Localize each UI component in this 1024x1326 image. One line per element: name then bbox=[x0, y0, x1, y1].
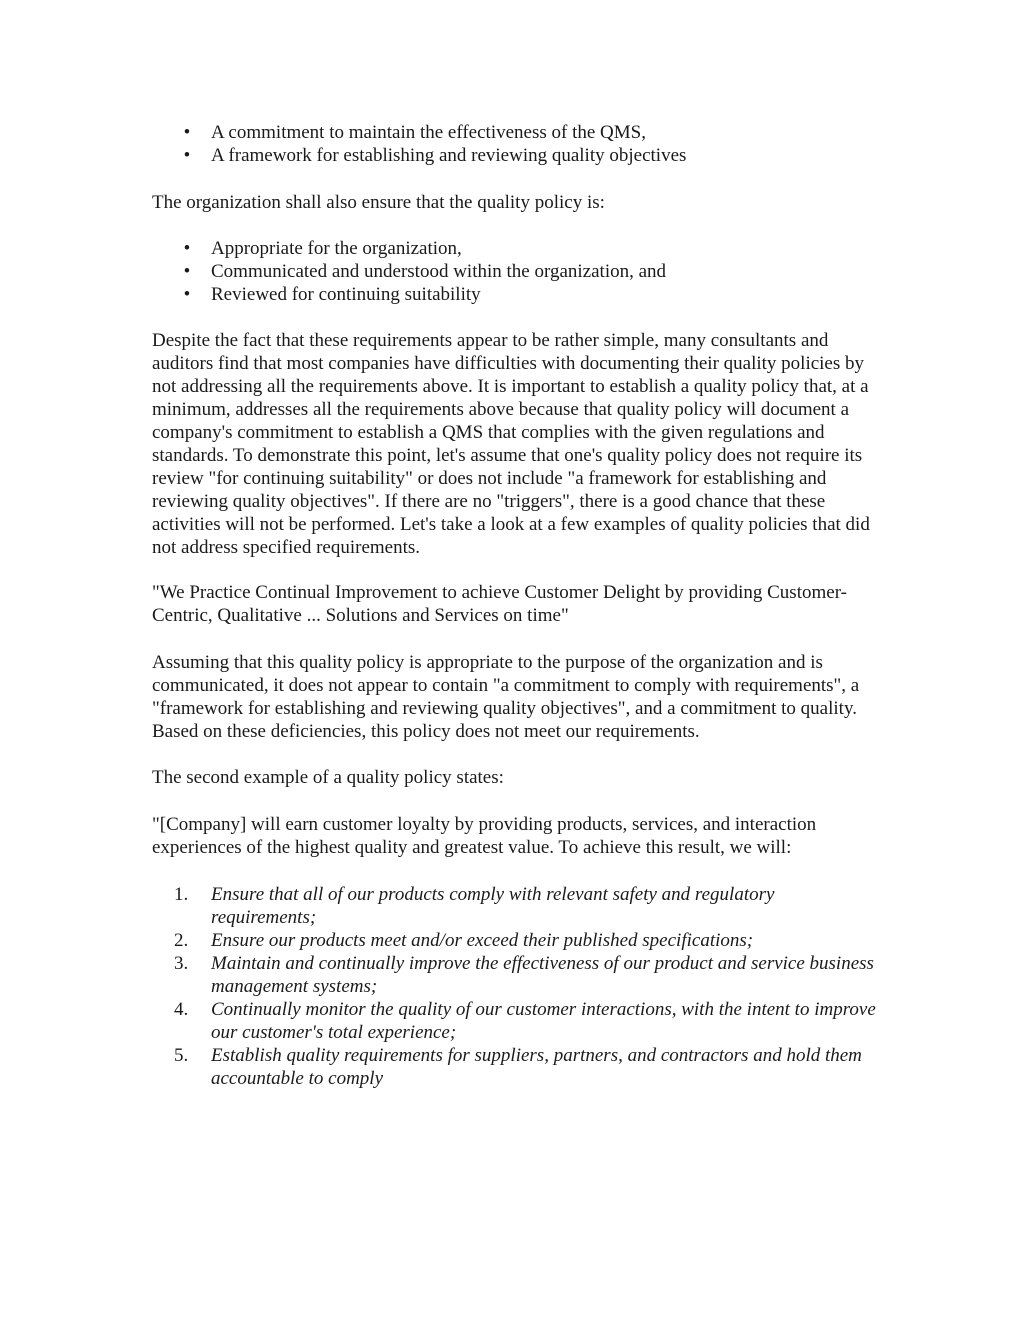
list-item-text: Reviewed for continuing suitability bbox=[211, 284, 481, 305]
list-item bbox=[152, 929, 882, 952]
bullet-list-policy-qualities bbox=[152, 237, 882, 306]
numbered-list-commitments bbox=[152, 883, 882, 1090]
list-item-text: A framework for establishing and reviewing quality objectives bbox=[211, 145, 687, 166]
list-item-text: Maintain and continually improve the effectiveness of our product and service business management systems; bbox=[211, 953, 874, 997]
list-item bbox=[152, 144, 882, 167]
bullet-icon: • bbox=[183, 238, 191, 259]
bullet-icon: • bbox=[183, 122, 191, 143]
bullet-icon: • bbox=[183, 261, 191, 282]
list-item bbox=[152, 952, 882, 998]
paragraph-ensure: The organization shall also ensure that the quality policy is: bbox=[152, 192, 605, 213]
bullet-icon: • bbox=[183, 145, 191, 166]
list-item-text: Establish quality requirements for suppliers, partners, and contractors and hold them accountable to comply bbox=[211, 1045, 862, 1089]
list-item-text: A commitment to maintain the effectiveness of the QMS, bbox=[211, 122, 646, 143]
paragraph-despite: Despite the fact that these requirements appear to be rather simple, many consultants and auditors find that most companies have difficulties with documenting their quality policies by not addressing all the requirements above. It is important to establish a quality policy that, at a minimum, addresses all the requirements above because that quality policy will document a company's commitment to establish a QMS that complies with the given regulations and standards. To demonstrate this point, let's assume that one's quality policy does not require its review "for continuing suitability" or does not include "a framework for establishing and reviewing quality objectives". If there are no "triggers", there is a good chance that these activities will not be performed. Let's take a look at a few examples of quality policies that did not address specified requirements. bbox=[152, 330, 870, 558]
list-item-text: Appropriate for the organization, bbox=[211, 238, 462, 259]
bullet-list-commitments bbox=[152, 121, 882, 167]
list-item bbox=[152, 260, 882, 283]
list-item bbox=[152, 883, 882, 929]
list-number: 4. bbox=[174, 999, 189, 1020]
list-item-text: Communicated and understood within the organization, and bbox=[211, 261, 667, 282]
list-item-text: Continually monitor the quality of our customer interactions, with the intent to improve our customer's total experience; bbox=[211, 999, 876, 1043]
list-item bbox=[152, 998, 882, 1044]
bullet-icon: • bbox=[183, 284, 191, 305]
list-item-text: Ensure that all of our products comply with relevant safety and regulatory requirements; bbox=[211, 884, 775, 928]
list-number: 2. bbox=[174, 930, 189, 951]
list-number: 3. bbox=[174, 953, 189, 974]
document-page bbox=[152, 121, 882, 1090]
paragraph-assuming: Assuming that this quality policy is appropriate to the purpose of the organization and is communicated, it does not appear to contain "a commitment to comply with requirements", a "framework for establishing and reviewing quality objectives", and a commitment to quality. Based on these deficiencies, this policy does not meet our requirements. bbox=[152, 652, 860, 742]
list-item bbox=[152, 1044, 882, 1090]
paragraph-second-example: The second example of a quality policy states: bbox=[152, 767, 504, 788]
list-item bbox=[152, 121, 882, 144]
list-item bbox=[152, 237, 882, 260]
quote-first-policy: "We Practice Continual Improvement to achieve Customer Delight by providing Customer-Centric, Qualitative ... Solutions and Services on time" bbox=[152, 582, 847, 626]
list-number: 5. bbox=[174, 1045, 189, 1066]
list-item bbox=[152, 283, 882, 306]
list-item-text: Ensure our products meet and/or exceed their published specifications; bbox=[211, 930, 754, 951]
list-number: 1. bbox=[174, 884, 189, 905]
quote-second-policy: "[Company] will earn customer loyalty by providing products, services, and interaction experiences of the highest quality and greatest value. To achieve this result, we will: bbox=[152, 814, 817, 858]
